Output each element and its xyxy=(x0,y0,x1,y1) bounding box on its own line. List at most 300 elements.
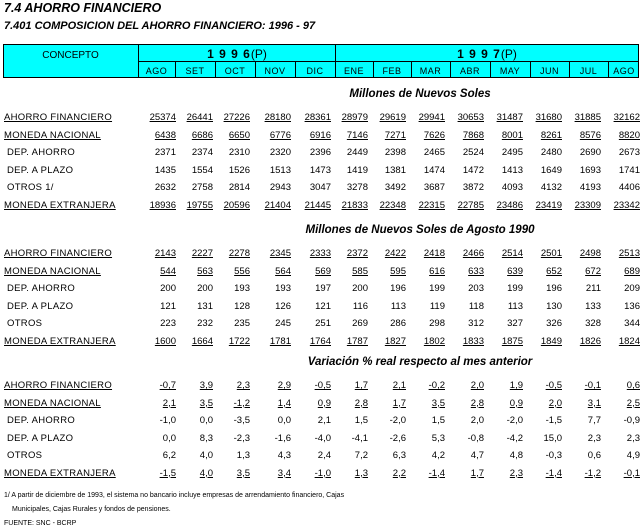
table-cell: 130 xyxy=(546,300,562,312)
row-label: DEP. AHORRO xyxy=(7,283,76,294)
table-cell: 556 xyxy=(234,265,250,277)
table-cell: 2,4 xyxy=(317,450,331,461)
table-cell: 131 xyxy=(197,300,213,312)
table-cell: 0,9 xyxy=(317,397,331,409)
table-cell: 21833 xyxy=(341,199,368,211)
table-title: 7.4 AHORRO FINANCIERO xyxy=(4,1,162,15)
table-cell: 4193 xyxy=(579,182,601,193)
table-row xyxy=(0,301,642,317)
table-cell: 2,3 xyxy=(626,432,640,444)
table-cell: 19755 xyxy=(186,199,213,211)
table-cell: 689 xyxy=(624,265,640,277)
table-cell: 31487 xyxy=(496,112,523,123)
table-cell: 2422 xyxy=(384,248,406,259)
table-cell: 2,9 xyxy=(277,380,291,391)
table-cell: 232 xyxy=(197,318,213,329)
table-cell: 6650 xyxy=(228,129,250,141)
table-cell: -1,2 xyxy=(233,397,250,409)
table-cell: 0,9 xyxy=(509,397,523,409)
table-cell: 235 xyxy=(234,318,250,329)
table-header xyxy=(3,44,639,78)
table-cell: 4132 xyxy=(540,182,562,193)
table-cell: 2398 xyxy=(384,147,406,158)
table-cell: 15,0 xyxy=(543,432,562,444)
table-cell: -0,1 xyxy=(623,467,640,479)
table-cell: 251 xyxy=(315,318,331,329)
table-cell: 1474 xyxy=(423,164,445,176)
table-cell: 4093 xyxy=(501,182,523,193)
table-cell: 2,0 xyxy=(470,415,484,426)
table-cell: 118 xyxy=(468,300,484,312)
table-cell: 286 xyxy=(390,318,406,329)
table-cell: -3,5 xyxy=(233,415,250,426)
table-cell: 2418 xyxy=(423,248,445,259)
table-cell: 2,1 xyxy=(317,415,331,426)
year-1997-note: (P) xyxy=(500,47,517,61)
table-cell: 2374 xyxy=(191,147,213,158)
table-cell: 1787 xyxy=(346,335,368,347)
table-subtitle: 7.401 COMPOSICION DEL AHORRO FINANCIERO: 1996 - 97 xyxy=(4,20,316,32)
table-cell: 2310 xyxy=(228,147,250,158)
table-cell: 2943 xyxy=(269,182,291,193)
table-cell: 7271 xyxy=(384,129,406,141)
table-cell: 23419 xyxy=(535,199,562,211)
table-cell: 25374 xyxy=(149,112,176,123)
header-month: OCT xyxy=(224,66,246,76)
header-month: AGO xyxy=(145,66,168,76)
table-cell: 1,7 xyxy=(354,380,368,391)
table-cell: 2524 xyxy=(462,147,484,158)
table-cell: 1722 xyxy=(228,335,250,347)
table-row xyxy=(0,336,642,352)
table-cell: 2320 xyxy=(269,147,291,158)
table-cell: 1473 xyxy=(309,164,331,176)
table-row xyxy=(0,433,642,449)
table-cell: 2495 xyxy=(501,147,523,158)
table-cell: 245 xyxy=(275,318,291,329)
table-cell: 23486 xyxy=(496,199,523,211)
table-cell: 6,3 xyxy=(392,450,406,461)
table-cell: 2690 xyxy=(579,147,601,158)
table-cell: 113 xyxy=(390,300,406,312)
table-cell: 269 xyxy=(352,318,368,329)
table-cell: -2,6 xyxy=(389,432,406,444)
table-cell: 27226 xyxy=(223,112,250,123)
table-cell: 3,4 xyxy=(277,467,291,479)
table-cell: 23342 xyxy=(613,199,640,211)
table-cell: 211 xyxy=(585,283,601,294)
table-cell: 128 xyxy=(234,300,250,312)
table-cell: 1,9 xyxy=(509,380,523,391)
table-cell: 2143 xyxy=(154,248,176,259)
table-cell: 4,7 xyxy=(470,450,484,461)
table-cell: 4,0 xyxy=(199,467,213,479)
table-cell: 1,4 xyxy=(277,397,291,409)
table-cell: 326 xyxy=(546,318,562,329)
table-cell: 4,9 xyxy=(626,450,640,461)
table-cell: 1554 xyxy=(191,164,213,176)
table-cell: 2,3 xyxy=(236,380,250,391)
table-cell: 2396 xyxy=(309,147,331,158)
table-row xyxy=(0,415,642,431)
table-cell: 3687 xyxy=(423,182,445,193)
row-label: AHORRO FINANCIERO xyxy=(4,380,113,391)
table-cell: -0,2 xyxy=(428,380,445,391)
table-row xyxy=(0,248,642,264)
table-cell: 3,5 xyxy=(199,397,213,409)
header-concept: CONCEPTO xyxy=(42,50,99,61)
header-divider xyxy=(138,61,638,62)
table-cell: 1513 xyxy=(269,164,291,176)
header-month: MAR xyxy=(419,66,442,76)
table-cell: 196 xyxy=(546,283,562,294)
table-cell: 6,2 xyxy=(162,450,176,461)
year-1996-note: (P) xyxy=(250,47,267,61)
table-cell: -1,5 xyxy=(159,467,176,479)
table-cell: 20596 xyxy=(223,199,250,211)
table-cell: 4,8 xyxy=(509,450,523,461)
table-cell: 2758 xyxy=(191,182,213,193)
section-title: Millones de Nuevos Soles de Agosto 1990 xyxy=(305,224,535,236)
table-cell: 29941 xyxy=(418,112,445,123)
header-month: SET xyxy=(185,66,205,76)
table-cell: 21404 xyxy=(264,199,291,211)
row-label: MONEDA NACIONAL xyxy=(4,129,101,141)
table-cell: 197 xyxy=(315,283,331,294)
table-cell: 22348 xyxy=(379,199,406,211)
table-cell: 1802 xyxy=(423,335,445,347)
row-label: DEP. A PLAZO xyxy=(7,300,74,312)
table-cell: 3278 xyxy=(346,182,368,193)
table-cell: 569 xyxy=(315,265,331,277)
year-1996-label: 1 9 9 6 xyxy=(207,47,251,61)
table-cell: 633 xyxy=(468,265,484,277)
table-cell: 199 xyxy=(429,283,445,294)
table-cell: 2278 xyxy=(228,248,250,259)
table-cell: 1649 xyxy=(540,164,562,176)
table-cell: 8001 xyxy=(501,129,523,141)
table-cell: -1,5 xyxy=(545,415,562,426)
table-cell: 1741 xyxy=(618,164,640,176)
table-cell: 28361 xyxy=(304,112,331,123)
header-month: JUN xyxy=(540,66,559,76)
table-cell: 28979 xyxy=(341,112,368,123)
row-label: DEP. A PLAZO xyxy=(7,432,74,444)
table-cell: 3,9 xyxy=(199,380,213,391)
table-cell: 1419 xyxy=(346,164,368,176)
table-cell: 0,0 xyxy=(277,415,291,426)
table-cell: 327 xyxy=(507,318,523,329)
table-cell: 672 xyxy=(585,265,601,277)
section-title: Variación % real respecto al mes anterior xyxy=(307,356,533,368)
table-cell: 0,0 xyxy=(199,415,213,426)
table-cell: 18936 xyxy=(149,199,176,211)
table-cell: -0,9 xyxy=(623,415,640,426)
year-1997-label: 1 9 9 7 xyxy=(457,47,501,61)
row-label: MONEDA EXTRANJERA xyxy=(4,335,116,347)
table-cell: 3,1 xyxy=(587,397,601,409)
table-cell: 6686 xyxy=(191,129,213,141)
row-label: MONEDA NACIONAL xyxy=(4,397,101,409)
table-cell: 2,5 xyxy=(626,397,640,409)
table-cell: 564 xyxy=(275,265,291,277)
table-cell: 1,5 xyxy=(354,415,368,426)
table-cell: -4,0 xyxy=(314,432,331,444)
header-year-1996 xyxy=(138,47,336,61)
table-cell: 2673 xyxy=(618,147,640,158)
table-cell: 1600 xyxy=(154,335,176,347)
header-month: JUL xyxy=(579,66,598,76)
table-cell: 544 xyxy=(160,265,176,277)
table-cell: 1472 xyxy=(462,164,484,176)
table-cell: 1,3 xyxy=(354,467,368,479)
header-month: MAY xyxy=(499,66,521,76)
table-cell: 5,3 xyxy=(431,432,445,444)
table-cell: -2,0 xyxy=(506,415,523,426)
table-cell: 312 xyxy=(468,318,484,329)
table-cell: 2814 xyxy=(228,182,250,193)
table-cell: 639 xyxy=(507,265,523,277)
table-cell: 32162 xyxy=(613,112,640,123)
table-cell: 116 xyxy=(352,300,368,312)
table-cell: 31680 xyxy=(535,112,562,123)
table-cell: 4,3 xyxy=(277,450,291,461)
table-cell: 2,3 xyxy=(587,432,601,444)
table-cell: 298 xyxy=(429,318,445,329)
table-cell: 3872 xyxy=(462,182,484,193)
table-cell: 7,7 xyxy=(587,415,601,426)
row-label: OTROS xyxy=(7,450,43,461)
table-cell: 1849 xyxy=(540,335,562,347)
header-month: DIC xyxy=(306,66,324,76)
table-cell: 200 xyxy=(197,283,213,294)
table-cell: 1764 xyxy=(309,335,331,347)
table-cell: 2,1 xyxy=(162,397,176,409)
table-row xyxy=(0,450,642,466)
table-cell: 2372 xyxy=(346,248,368,259)
table-cell: 26441 xyxy=(186,112,213,123)
table-row xyxy=(0,130,642,146)
table-cell: 21445 xyxy=(304,199,331,211)
table-cell: 2,0 xyxy=(470,380,484,391)
table-cell: 2513 xyxy=(618,248,640,259)
table-cell: 4,0 xyxy=(199,450,213,461)
table-cell: 193 xyxy=(234,283,250,294)
table-cell: 1827 xyxy=(384,335,406,347)
table-cell: 119 xyxy=(429,300,445,312)
header-month: FEB xyxy=(382,66,402,76)
table-cell: 2,2 xyxy=(392,467,406,479)
table-cell: 0,6 xyxy=(587,450,601,461)
table-cell: 652 xyxy=(546,265,562,277)
table-cell: 22785 xyxy=(457,199,484,211)
table-cell: 1413 xyxy=(501,164,523,176)
footnote-1: 1/ A partir de diciembre de 1993, el sistema no bancario incluye empresas de arrendamiento financiero, Cajas xyxy=(4,492,345,499)
header-month: ABR xyxy=(459,66,480,76)
table-row xyxy=(0,200,642,216)
table-cell: 2,3 xyxy=(509,467,523,479)
table-cell: -1,6 xyxy=(274,432,291,444)
row-label: MONEDA NACIONAL xyxy=(4,265,101,277)
table-cell: -0,7 xyxy=(159,380,176,391)
row-label: AHORRO FINANCIERO xyxy=(4,112,113,123)
table-cell: 8576 xyxy=(579,129,601,141)
row-label: DEP. A PLAZO xyxy=(7,164,74,176)
table-cell: 203 xyxy=(468,283,484,294)
table-cell: 30653 xyxy=(457,112,484,123)
table-cell: 2514 xyxy=(501,248,523,259)
table-cell: 1,3 xyxy=(236,450,250,461)
table-cell: 29619 xyxy=(379,112,406,123)
table-cell: -0,1 xyxy=(584,380,601,391)
row-label: OTROS 1/ xyxy=(7,182,54,193)
table-cell: -1,4 xyxy=(428,467,445,479)
table-cell: 616 xyxy=(429,265,445,277)
table-cell: 2333 xyxy=(309,248,331,259)
table-row xyxy=(0,112,642,128)
table-cell: 200 xyxy=(160,283,176,294)
table-cell: 3,5 xyxy=(236,467,250,479)
header-month: NOV xyxy=(264,66,286,76)
table-cell: 585 xyxy=(352,265,368,277)
table-cell: 7868 xyxy=(462,129,484,141)
table-cell: 2449 xyxy=(346,147,368,158)
table-cell: 6776 xyxy=(269,129,291,141)
table-cell: 1875 xyxy=(501,335,523,347)
table-cell: 7,2 xyxy=(354,450,368,461)
table-cell: 0,6 xyxy=(626,380,640,391)
table-cell: 2501 xyxy=(540,248,562,259)
table-cell: 1,5 xyxy=(431,415,445,426)
table-cell: 6438 xyxy=(154,129,176,141)
table-cell: 22315 xyxy=(418,199,445,211)
table-cell: -1,0 xyxy=(314,467,331,479)
header-year-1997 xyxy=(336,47,638,61)
table-cell: 8820 xyxy=(618,129,640,141)
table-cell: 2632 xyxy=(154,182,176,193)
table-cell: 1,7 xyxy=(392,397,406,409)
table-cell: 28180 xyxy=(264,112,291,123)
table-cell: -1,0 xyxy=(159,415,176,426)
table-cell: 1826 xyxy=(579,335,601,347)
row-label: MONEDA EXTRANJERA xyxy=(4,467,116,479)
table-cell: 113 xyxy=(507,300,523,312)
table-cell: 2227 xyxy=(191,248,213,259)
table-cell: 1381 xyxy=(384,164,406,176)
table-cell: 563 xyxy=(197,265,213,277)
table-cell: 121 xyxy=(160,300,176,312)
table-cell: 8,3 xyxy=(199,432,213,444)
table-cell: 3047 xyxy=(309,182,331,193)
table-cell: 2,8 xyxy=(470,397,484,409)
table-row xyxy=(0,165,642,181)
table-cell: -0,5 xyxy=(545,380,562,391)
table-cell: 2465 xyxy=(423,147,445,158)
table-cell: -1,2 xyxy=(584,467,601,479)
row-label: AHORRO FINANCIERO xyxy=(4,248,113,259)
table-cell: 328 xyxy=(585,318,601,329)
table-cell: -4,1 xyxy=(351,432,368,444)
table-cell: 2371 xyxy=(154,147,176,158)
table-cell: -2,3 xyxy=(233,432,250,444)
table-cell: 23309 xyxy=(574,199,601,211)
table-cell: 223 xyxy=(160,318,176,329)
source-note: FUENTE: SNC - BCRP xyxy=(4,520,77,527)
table-cell: 2,8 xyxy=(354,397,368,409)
table-cell: 2498 xyxy=(579,248,601,259)
table-cell: 3,5 xyxy=(431,397,445,409)
table-cell: 344 xyxy=(624,318,640,329)
table-cell: 199 xyxy=(507,283,523,294)
table-row xyxy=(0,398,642,414)
table-cell: 2,0 xyxy=(548,397,562,409)
table-row xyxy=(0,147,642,163)
table-cell: 121 xyxy=(315,300,331,312)
table-row xyxy=(0,318,642,334)
header-month: ENE xyxy=(343,66,364,76)
table-cell: 595 xyxy=(390,265,406,277)
table-cell: -2,0 xyxy=(389,415,406,426)
table-row xyxy=(0,266,642,282)
table-cell: -0,3 xyxy=(545,450,562,461)
table-cell: 6916 xyxy=(309,129,331,141)
table-cell: 2345 xyxy=(269,248,291,259)
table-cell: 2466 xyxy=(462,248,484,259)
table-cell: 1833 xyxy=(462,335,484,347)
table-row xyxy=(0,380,642,396)
table-cell: 7626 xyxy=(423,129,445,141)
table-cell: 4406 xyxy=(618,182,640,193)
table-cell: 8261 xyxy=(540,129,562,141)
section-title: Millones de Nuevos Soles xyxy=(349,88,491,100)
table-cell: 196 xyxy=(390,283,406,294)
row-label: DEP. AHORRO xyxy=(7,147,76,158)
table-cell: 136 xyxy=(624,300,640,312)
table-cell: 2,1 xyxy=(392,380,406,391)
table-cell: -4,2 xyxy=(506,432,523,444)
table-cell: 0,0 xyxy=(162,432,176,444)
table-cell: 1824 xyxy=(618,335,640,347)
table-cell: 193 xyxy=(275,283,291,294)
table-cell: 1,7 xyxy=(470,467,484,479)
table-cell: 1664 xyxy=(191,335,213,347)
table-cell: 7146 xyxy=(346,129,368,141)
table-cell: 200 xyxy=(352,283,368,294)
header-month: AGO xyxy=(613,66,635,76)
table-cell: 4,2 xyxy=(431,450,445,461)
row-label: DEP. AHORRO xyxy=(7,415,76,426)
table-cell: 3492 xyxy=(384,182,406,193)
table-cell: -1,4 xyxy=(545,467,562,479)
table-cell: 133 xyxy=(585,300,601,312)
table-cell: -0,8 xyxy=(467,432,484,444)
table-cell: 1781 xyxy=(269,335,291,347)
footnote-2: Municipales, Cajas Rurales y fondos de pensiones. xyxy=(12,506,171,513)
table-cell: 2480 xyxy=(540,147,562,158)
table-cell: 1693 xyxy=(579,164,601,176)
row-label: OTROS xyxy=(7,318,43,329)
table-cell: 209 xyxy=(624,283,640,294)
table-cell: -0,5 xyxy=(314,380,331,391)
table-row xyxy=(0,182,642,198)
table-row xyxy=(0,283,642,299)
table-cell: 126 xyxy=(275,300,291,312)
row-label: MONEDA EXTRANJERA xyxy=(4,199,116,211)
table-cell: 1526 xyxy=(228,164,250,176)
table-row xyxy=(0,468,642,484)
table-cell: 1435 xyxy=(154,164,176,176)
table-cell: 31885 xyxy=(574,112,601,123)
